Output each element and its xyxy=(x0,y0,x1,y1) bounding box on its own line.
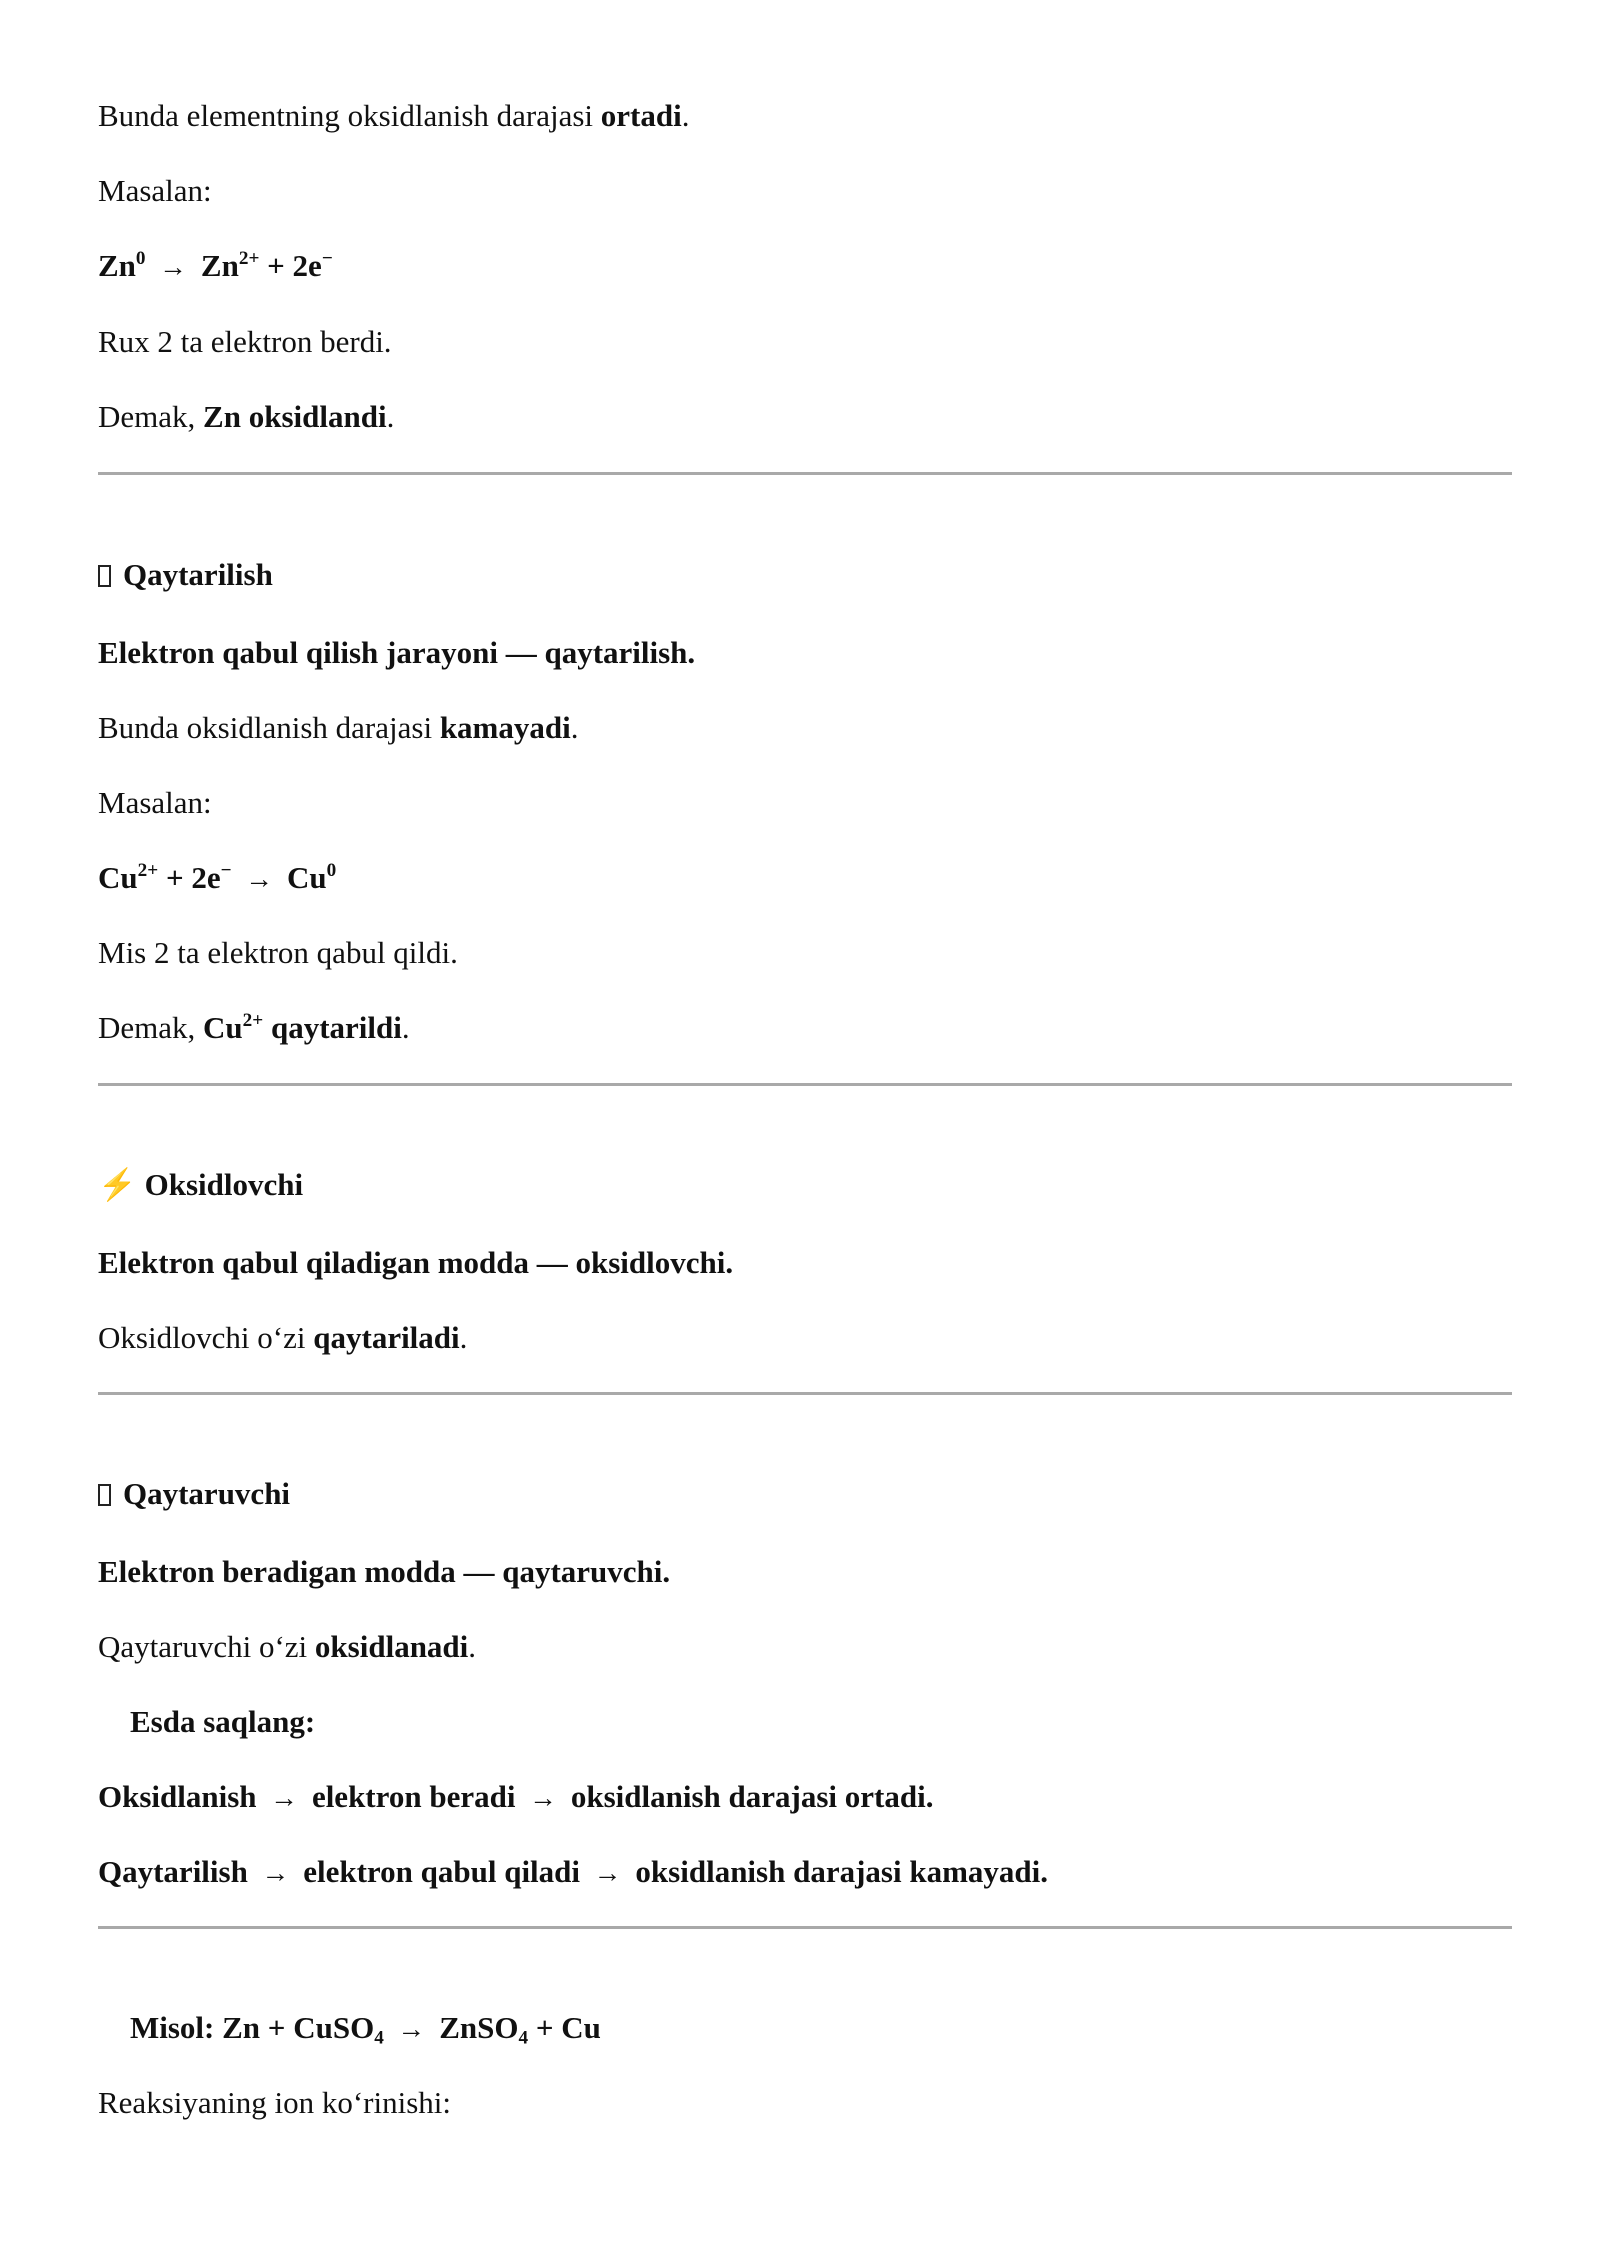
formula: + 2e xyxy=(259,248,322,283)
charge: 2+ xyxy=(238,248,260,270)
example-equation xyxy=(98,2008,601,2050)
equation-zinc-oxidation xyxy=(98,246,333,288)
text: . xyxy=(459,1320,468,1355)
arrow-icon: → xyxy=(529,1783,558,1814)
text: Oksidlovchi o‘zi xyxy=(98,1320,314,1355)
arrow-icon: → xyxy=(397,2014,426,2045)
bold-text: qaytarildi xyxy=(263,1010,402,1045)
definition: Elektron qabul qilish jarayoni — qaytarilish. xyxy=(98,635,696,670)
text: Demak, xyxy=(98,1010,204,1045)
charge: 2+ xyxy=(137,860,159,882)
text: Qaytarilish xyxy=(98,1854,248,1889)
charge: 2+ xyxy=(242,1010,264,1032)
heading-text: Oksidlovchi xyxy=(144,1167,304,1202)
formula: Misol: Zn + CuSO xyxy=(130,2010,375,2045)
charge: 0 xyxy=(326,860,337,882)
charge: − xyxy=(321,248,333,270)
subscript: 4 xyxy=(518,2027,529,2049)
formula: + 2e xyxy=(158,860,221,895)
equation-copper-reduction xyxy=(98,858,336,900)
arrow-icon: → xyxy=(270,1783,299,1814)
bold-text: Zn oksidlandi xyxy=(203,399,387,434)
paragraph xyxy=(98,1627,476,1667)
paragraph xyxy=(98,1318,467,1358)
bold-text: kamayadi xyxy=(439,710,571,745)
heading-text: Qaytarilish xyxy=(123,557,273,592)
text: Demak, xyxy=(98,399,204,434)
text: elektron qabul qiladi xyxy=(303,1854,581,1889)
paragraph xyxy=(98,1008,410,1048)
heading-text: Qaytaruvchi xyxy=(123,1476,291,1511)
formula: Cu xyxy=(286,860,327,895)
lightning-icon: ⚡ xyxy=(98,1167,137,1202)
formula: + Cu xyxy=(528,2010,601,2045)
bold-text: ortadi xyxy=(600,98,682,133)
charge: 0 xyxy=(135,248,146,270)
text: Oksidlanish xyxy=(98,1779,257,1814)
text: Qaytaruvchi o‘zi xyxy=(98,1629,315,1664)
divider xyxy=(98,472,1512,475)
arrow-icon: → xyxy=(159,252,188,283)
text: elektron beradi xyxy=(311,1779,516,1814)
text: . xyxy=(386,399,395,434)
text: Bunda elementning oksidlanish darajasi xyxy=(98,98,601,133)
box-icon xyxy=(98,565,111,587)
bold-text: qaytariladi xyxy=(313,1320,460,1355)
paragraph: Masalan: xyxy=(98,173,212,208)
paragraph: Reaksiyaning ion ko‘rinishi: xyxy=(98,2085,452,2120)
subscript: 4 xyxy=(374,2027,384,2049)
divider xyxy=(98,1926,1512,1929)
divider xyxy=(98,1083,1512,1086)
rule-oxidation xyxy=(98,1777,933,1819)
formula: Zn xyxy=(98,248,136,283)
formula: Zn xyxy=(200,248,239,283)
section-heading-oksidlovchi xyxy=(98,1165,303,1205)
bold-text: Cu xyxy=(203,1010,243,1045)
arrow-icon: → xyxy=(261,1858,290,1889)
arrow-icon: → xyxy=(245,864,274,895)
text: . xyxy=(570,710,579,745)
box-icon xyxy=(98,1484,111,1506)
paragraph xyxy=(98,96,689,136)
paragraph: Masalan: xyxy=(98,785,212,820)
rule-reduction xyxy=(98,1852,1048,1894)
text: oksidlanish darajasi ortadi. xyxy=(570,1779,934,1814)
paragraph: Rux 2 ta elektron berdi. xyxy=(98,324,392,359)
text: . xyxy=(681,98,690,133)
divider xyxy=(98,1392,1512,1395)
text: oksidlanish darajasi kamayadi. xyxy=(635,1854,1049,1889)
section-heading-qaytarilish xyxy=(98,555,273,595)
section-heading-qaytaruvchi xyxy=(98,1474,290,1514)
definition: Elektron beradigan modda — qaytaruvchi. xyxy=(98,1554,671,1589)
formula: ZnSO xyxy=(439,2010,519,2045)
arrow-icon: → xyxy=(593,1858,622,1889)
charge: − xyxy=(220,860,232,882)
paragraph: Mis 2 ta elektron qabul qildi. xyxy=(98,935,458,970)
bold-text: oksidlanadi xyxy=(314,1629,469,1664)
text: . xyxy=(468,1629,477,1664)
definition: Elektron qabul qiladigan modda — oksidlovchi. xyxy=(98,1245,734,1280)
text: . xyxy=(401,1010,410,1045)
formula: Cu xyxy=(98,860,138,895)
paragraph xyxy=(98,397,394,437)
paragraph xyxy=(98,708,578,748)
note-label: Esda saqlang: xyxy=(130,1704,316,1739)
text: Bunda oksidlanish darajasi xyxy=(98,710,440,745)
